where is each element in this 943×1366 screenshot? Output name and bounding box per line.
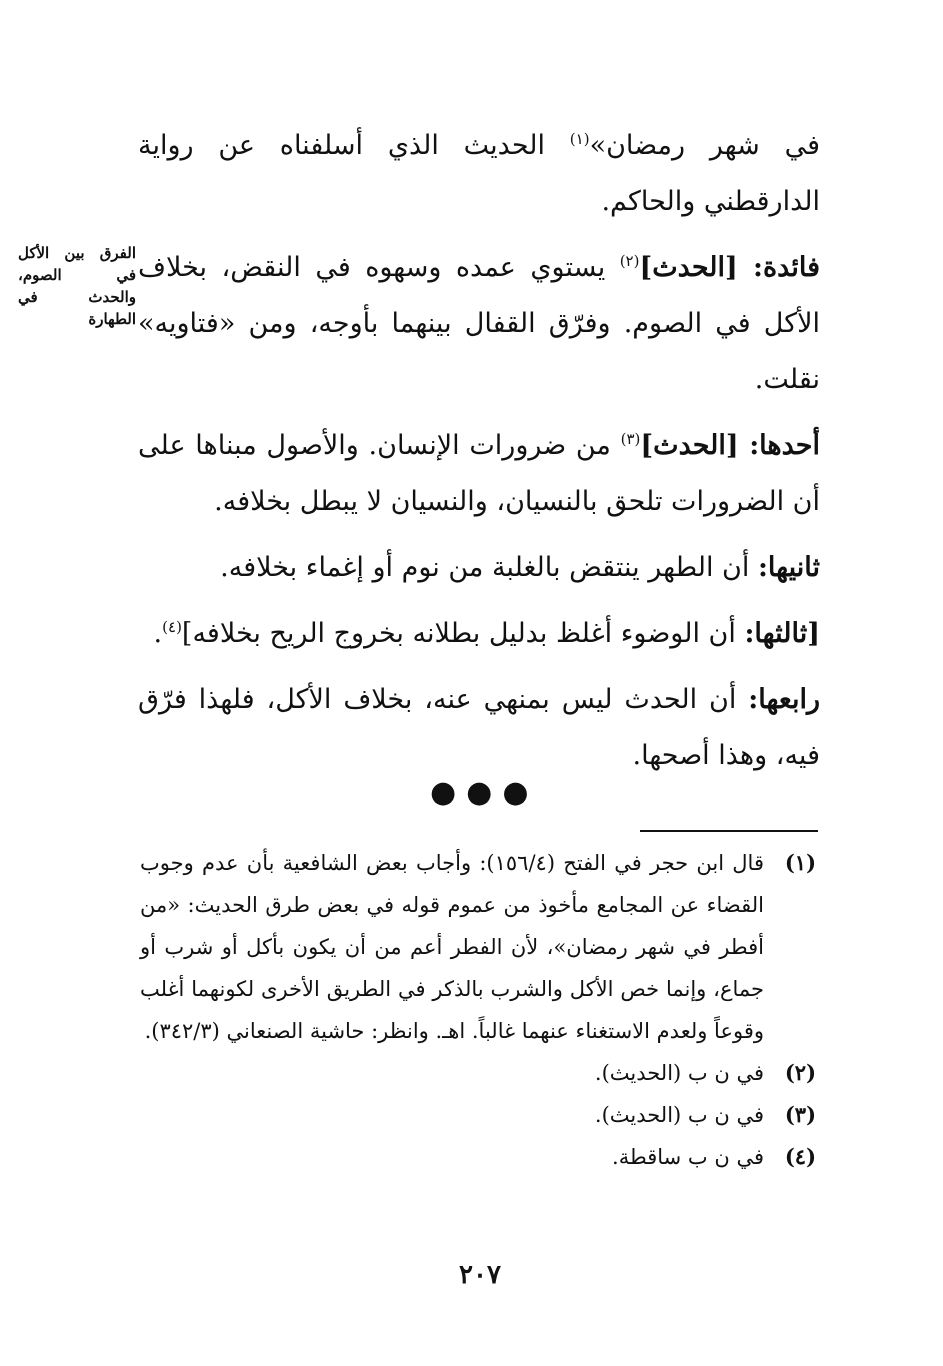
paragraph-2-text: يستوي عمده وسهوه في النقض، بخلاف الأكل في الصوم. وفرّق القفال بينهما بأوجه، ومن «فتاويه» نقلت. — [138, 252, 820, 395]
footnote-4-number: (٤) — [784, 1144, 816, 1169]
footnote-rule — [640, 830, 818, 832]
paragraph-5 — [138, 606, 820, 662]
footnote-3-text: في ن ب (الحديث). — [594, 1103, 764, 1127]
footnote-ref-1[interactable]: (١) — [569, 130, 590, 148]
paragraph-3 — [138, 418, 820, 530]
paragraph-5-text: أن الوضوء أغلظ بدليل بطلانه بخروج الريح بخلافه] — [181, 618, 745, 649]
paragraph-6 — [138, 672, 820, 784]
paragraph-6-text: أن الحدث ليس بمنهي عنه، بخلاف الأكل، فلهذا فرّق فيه، وهذا أصحها. — [138, 684, 820, 771]
footnote-1-text: قال ابن حجر في الفتح (١٥٦/٤): وأجاب بعض الشافعية بأن عدم وجوب القضاء عن المجامع مأخوذ من عموم قوله في بعض طرق الحديث: «من أفطر في شهر رمضان»، لأن الفطر أعم من أن يكون بأكل أو شرب أو جماع، وإنما خص الأكل والشرب بالذكر في الطريق الأخرى لكونهما أغلب وقوعاً ولعدم الاستغناء عنهما غالباً. اهـ. وانظر: حاشية الصنعاني (٣٤٢/٣). — [140, 851, 764, 1043]
footnote-2-number: (٢) — [784, 1060, 816, 1085]
footnotes — [140, 842, 816, 1178]
paragraph-2-label: فائدة: [الحدث] — [639, 252, 820, 283]
paragraph-3-text: من ضرورات الإنسان. والأصول مبناها على أن الضرورات تلحق بالنسيان، والنسيان لا يبطل بخلافه. — [138, 430, 820, 517]
footnote-1 — [140, 842, 816, 1052]
footnote-ref-3[interactable]: (٣) — [620, 430, 641, 448]
footnote-2 — [140, 1052, 816, 1094]
page-number: ٢٠٧ — [459, 1260, 501, 1290]
footnote-4-text: في ن ب ساقطة. — [612, 1145, 764, 1169]
paragraph-4-label: ثانيها: — [757, 552, 820, 583]
paragraph-1-text-a: في شهر رمضان» — [589, 130, 820, 161]
paragraph-4 — [138, 540, 820, 596]
paragraph-3-label: أحدها: [الحدث] — [640, 430, 820, 461]
paragraph-5-label: [ثالثها: — [744, 618, 820, 649]
section-separator: ●●● — [430, 775, 539, 810]
margin-note: الفرق بين الأكل في الصوم، والحدث في الطهارة — [18, 244, 136, 328]
footnote-3-number: (٣) — [784, 1102, 816, 1127]
footnote-3 — [140, 1094, 816, 1136]
footnote-1-number: (١) — [784, 850, 816, 875]
paragraph-5-end: . — [153, 618, 163, 649]
main-text — [138, 118, 820, 794]
footnote-ref-2[interactable]: (٢) — [619, 252, 640, 270]
footnote-2-text: في ن ب (الحديث). — [594, 1061, 764, 1085]
paragraph-6-label: رابعها: — [748, 684, 820, 715]
paragraph-1-text-b: الحديث الذي أسلفناه عن رواية الدارقطني والحاكم. — [138, 130, 820, 217]
footnote-ref-4[interactable]: (٤) — [162, 618, 182, 636]
paragraph-4-text: أن الطهر ينتقض بالغلبة من نوم أو إغماء بخلافه. — [220, 552, 758, 583]
paragraph-1 — [138, 118, 820, 230]
footnote-4 — [140, 1136, 816, 1178]
paragraph-2 — [138, 240, 820, 408]
